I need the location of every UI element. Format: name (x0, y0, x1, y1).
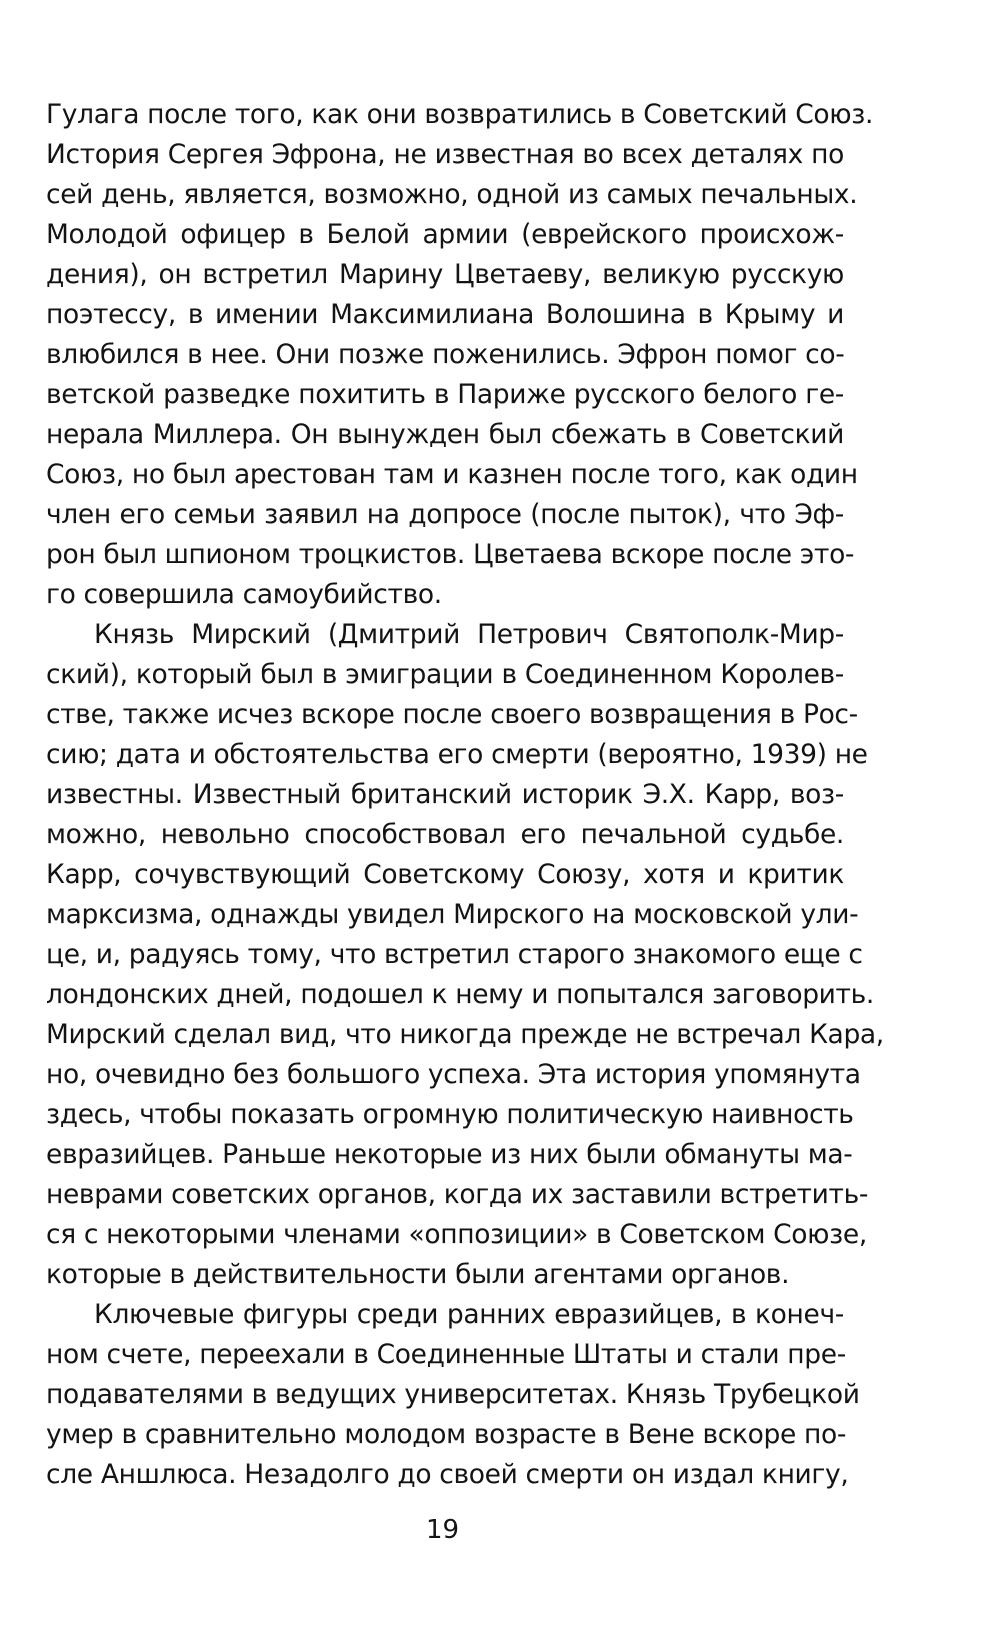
text-line-17: сию; дата и обстоятельства его смерти (вероятно, 1939) не (46, 739, 868, 770)
text-line-7: влюбился в нее. Они позже поженились. Эфрон помог со- (46, 339, 845, 370)
text-line-18: известны. Известный британский историк Э.Х. Карр, воз- (46, 779, 844, 810)
text-line-13: го совершила самоубийство. (46, 579, 442, 610)
text-line-20: Карр, сочувствующий Советскому Союзу, хотя и критик (46, 859, 844, 890)
text-line-32: ном счете, переехали в Соединенные Штаты и стали пре- (46, 1339, 846, 1370)
text-line-8: ветской разведке похитить в Париже русского белого ге- (46, 379, 844, 410)
text-line-2: История Сергея Эфрона, не известная во всех деталях по (46, 139, 844, 170)
text-line-14: Князь Мирский (Дмитрий Петрович Святополк-Мир- (94, 619, 844, 650)
text-line-11: член его семьи заявил на допросе (после пыток), что Эф- (46, 499, 844, 530)
text-line-26: здесь, чтобы показать огромную политическую наивность (46, 1099, 854, 1130)
text-line-22: це, и, радуясь тому, что встретил старого знакомого еще с (46, 939, 863, 970)
text-line-10: Союз, но был арестован там и казнен после того, как один (46, 459, 858, 490)
text-line-21: марксизма, однажды увидел Мирского на московской ули- (46, 899, 859, 930)
text-line-29: ся с некоторыми членами «оппозиции» в Советском Союзе, (46, 1219, 867, 1250)
text-line-12: рон был шпионом троцкистов. Цветаева вскоре после это- (46, 539, 855, 570)
text-line-9: нерала Миллера. Он вынужден был сбежать в Советский (46, 419, 844, 450)
text-line-35: сле Аншлюса. Незадолго до своей смерти он издал книгу, (46, 1459, 849, 1490)
text-line-5: дения), он встретил Марину Цветаеву, великую русскую (46, 259, 844, 290)
text-line-25: но, очевидно без большого успеха. Эта история упомянута (46, 1059, 861, 1090)
text-line-19: можно, невольно способствовал его печальной судьбе. (46, 819, 844, 850)
text-line-3: сей день, является, возможно, одной из самых печальных. (46, 179, 858, 210)
text-line-23: лондонских дней, подошел к нему и попытался заговорить. (46, 979, 874, 1010)
page-number: 19 (425, 1515, 460, 1545)
text-line-4: Молодой офицер в Белой армии (еврейского происхож- (46, 219, 844, 250)
text-line-24: Мирский сделал вид, что никогда прежде не встречал Кара, (46, 1019, 884, 1050)
text-line-1: Гулага после того, как они возвратились в Советский Союз. (46, 99, 874, 130)
text-line-28: неврами советских органов, когда их заставили встретить- (46, 1179, 869, 1210)
text-line-34: умер в сравнительно молодом возрасте в Вене вскоре по- (46, 1419, 847, 1450)
text-line-15: ский), который был в эмиграции в Соединенном Королев- (46, 659, 844, 690)
text-line-30: которые в действительности были агентами органов. (46, 1259, 790, 1290)
text-line-31: Ключевые фигуры среди ранних евразийцев, в конеч- (94, 1299, 844, 1330)
text-line-6: поэтессу, в имении Максимилиана Волошина в Крыму и (46, 299, 844, 330)
text-line-27: евразийцев. Раньше некоторые из них были обмануты ма- (46, 1139, 853, 1170)
text-line-33: подавателями в ведущих университетах. Князь Трубецкой (46, 1379, 860, 1410)
text-line-16: стве, также исчез вскоре после своего возвращения в Рос- (46, 699, 858, 730)
